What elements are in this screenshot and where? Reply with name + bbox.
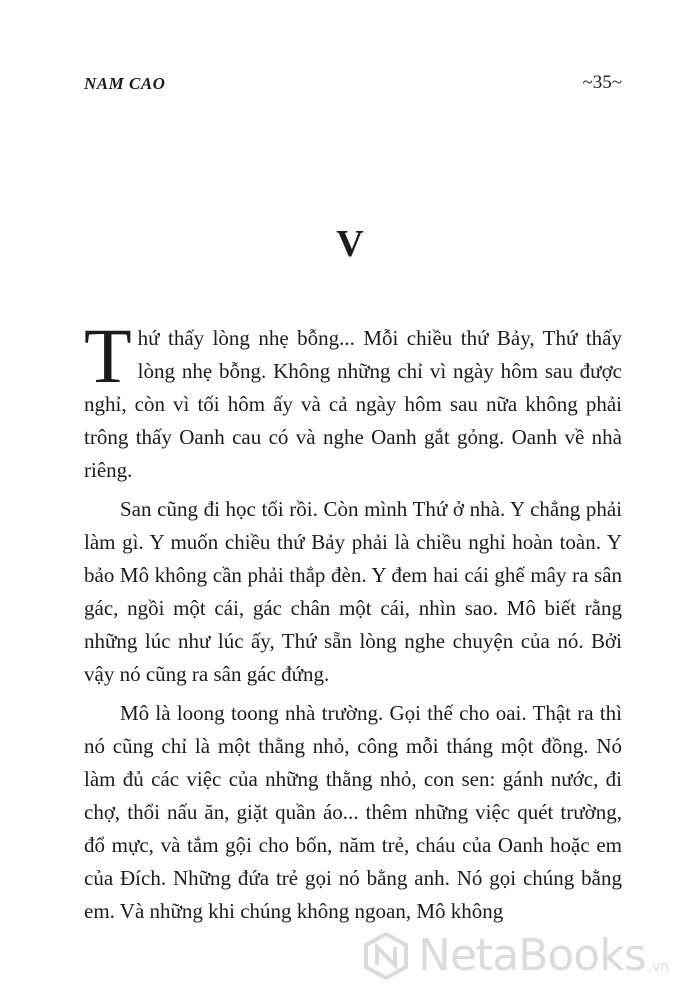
paragraph: Mô là loong toong nhà trường. Gọi thế cho oai. Thật ra thì nó cũng chỉ là một thằng nhỏ, công mỗi tháng một đồng. Nó làm đủ các việc của những thằng nhỏ, con sen: gánh nước, đi chợ, thổi nấu ăn, giặt quần áo... thêm những việc quét trường, đổ mực, và tắm gội cho bốn, năm trẻ, cháu của Oanh hoặc em của Đích. Những đứa trẻ gọi nó bằng anh. Nó gọi chúng bằng em. Và những khi chúng không ngoan, Mô không	[84, 701, 622, 923]
watermark	[362, 930, 669, 981]
paragraph	[84, 312, 622, 487]
body-text	[84, 312, 622, 934]
paragraph: San cũng đi học tối rồi. Còn mình Thứ ở nhà. Y chẳng phải làm gì. Y muốn chiều thứ Bảy phải là chiều nghỉ hoàn toàn. Y bảo Mô không cần phải thắp đèn. Y đem hai cái ghế mây ra sân gác, ngồi một cái, gác chân một cái, nhìn sao. Mô biết rằng những lúc như lúc ấy, Thứ sẵn lòng nghe chuyện của nó. Bởi vậy nó cũng ra sân gác đứng.	[84, 497, 622, 686]
page-number: ~35~	[582, 72, 622, 93]
watermark-domain: .vn	[647, 958, 670, 975]
running-head-author: NAM CAO	[84, 74, 166, 93]
chapter-title: V	[336, 223, 364, 265]
drop-cap: T	[84, 312, 132, 399]
netabooks-logo-icon	[362, 932, 410, 980]
paragraph-text: hứ thấy lòng nhẹ bỗng... Mỗi chiều thứ Bảy, Thứ thấy lòng nhẹ bỗng. Không những chỉ vì ngày hôm sau được nghỉ, còn vì tối hôm ấy và cả ngày hôm sau nữa không phải trông thấy Oanh cau có và nghe Oanh gắt gỏng. Oanh về nhà riêng.	[84, 326, 622, 482]
watermark-brand: NetaBooks	[418, 930, 646, 981]
